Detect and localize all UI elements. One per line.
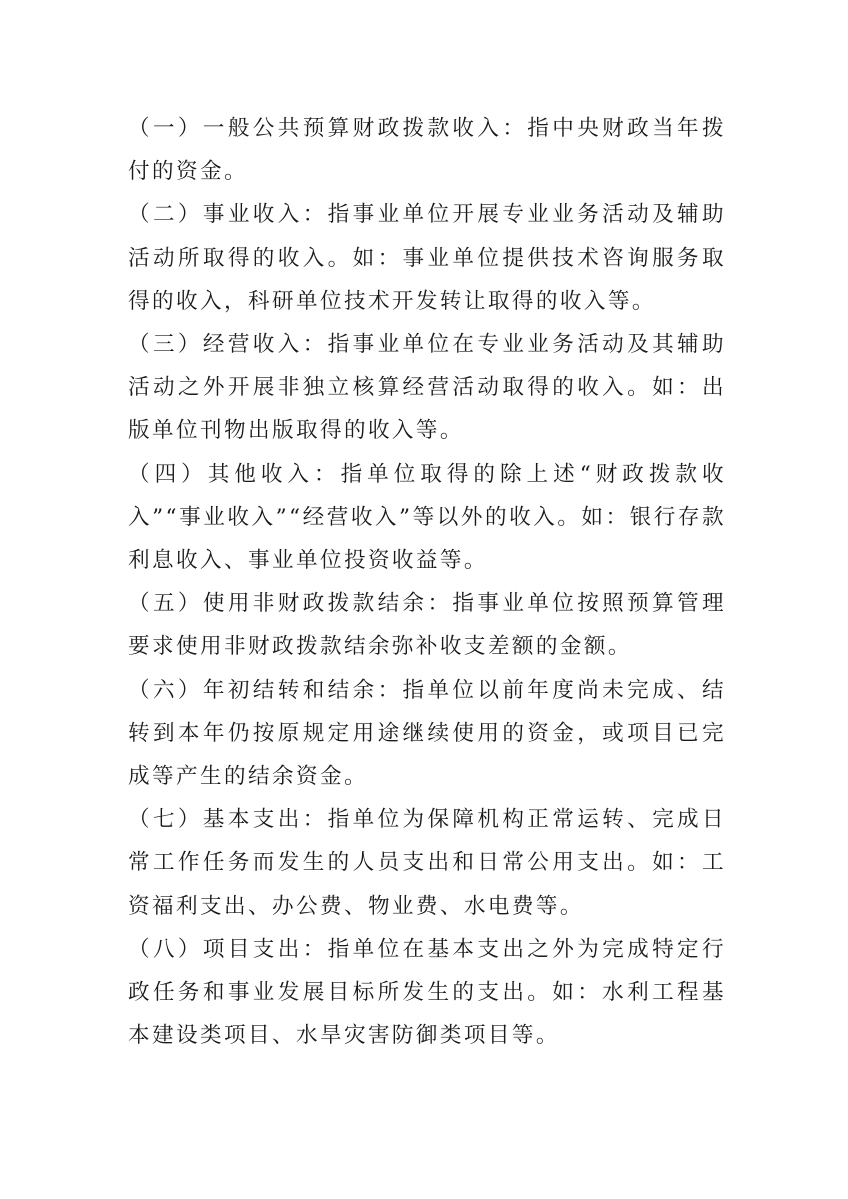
document-body bbox=[128, 107, 726, 1057]
paragraph-other-income: （四）其他收入：指单位取得的除上述“财政拨款收入”“事业收入”“经营收入”等以外的收入。如：银行存款利息收入、事业单位投资收益等。 bbox=[128, 461, 726, 574]
paragraph-basic-expenditure: （七）基本支出：指单位为保障机构正常运转、完成日常工作任务而发生的人员支出和日常公用支出。如：工资福利支出、办公费、物业费、水电费等。 bbox=[128, 807, 726, 919]
paragraph-project-expenditure: （八）项目支出：指单位在基本支出之外为完成特定行政任务和事业发展目标所发生的支出。如：水利工程基本建设类项目、水旱灾害防御类项目等。 bbox=[128, 936, 726, 1049]
paragraph-carryover-balance: （六）年初结转和结余：指单位以前年度尚未完成、结转到本年仍按原规定用途继续使用的资金，或项目已完成等产生的结余资金。 bbox=[128, 677, 726, 790]
paragraph-non-fiscal-balance: （五）使用非财政拨款结余：指事业单位按照预算管理要求使用非财政拨款结余弥补收支差额的金额。 bbox=[128, 591, 726, 660]
paragraph-business-income: （二）事业收入：指事业单位开展专业业务活动及辅助活动所取得的收入。如：事业单位提供技术咨询服务取得的收入，科研单位技术开发转让取得的收入等。 bbox=[128, 202, 726, 314]
paragraph-operating-income: （三）经营收入：指事业单位在专业业务活动及其辅助活动之外开展非独立核算经营活动取得的收入。如：出版单位刊物出版取得的收入等。 bbox=[128, 332, 726, 444]
paragraph-general-budget-income: （一）一般公共预算财政拨款收入：指中央财政当年拨付的资金。 bbox=[128, 116, 726, 185]
